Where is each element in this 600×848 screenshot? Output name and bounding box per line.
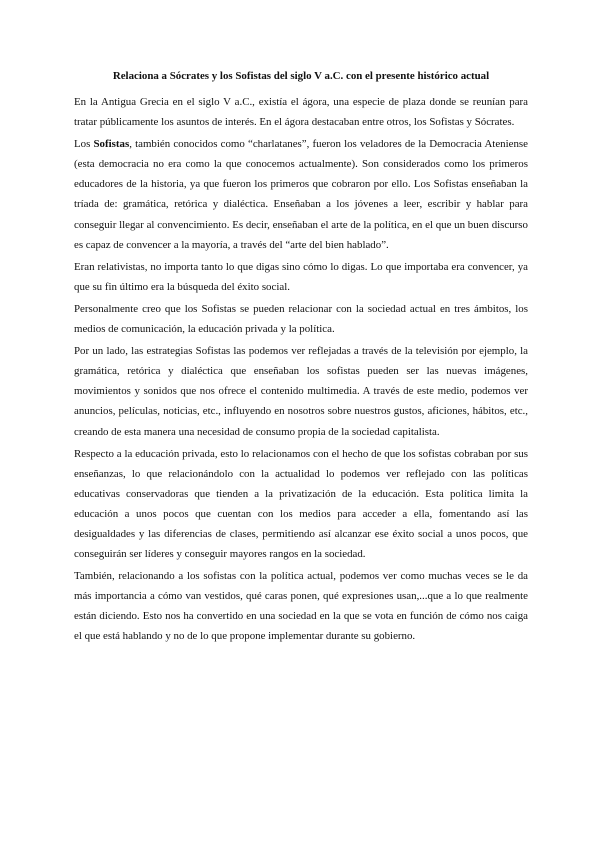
paragraph-text: También, relacionando a los sofistas con la política actual, podemos ver como muchas veces se le da más importancia a cómo van vestidos, qué caras ponen, qué expresiones usan,...que a lo que realmente están diciendo. Esto nos ha convertido en una sociedad en la que se vota en función de cómo nos caiga el que está hablando y no de lo que propone implementar durante su gobierno.: [74, 570, 528, 643]
paragraph-opinion: [74, 299, 528, 339]
paragraph-media: [74, 341, 528, 441]
bold-term-sofistas: Sofistas: [93, 138, 130, 151]
paragraph-sofistas: [74, 134, 528, 255]
paragraph-text: En la Antigua Grecia en el siglo V a.C., existía el ágora, una especie de plaza donde se reunían para tratar públicamente los asuntos de interés. En el ágora destacaban entre otros, los Sofistas y Sócrates.: [74, 96, 528, 129]
paragraph-politics: [74, 566, 528, 646]
paragraph-text: Personalmente creo que los Sofistas se pueden relacionar con la sociedad actual en tres ámbitos, los medios de comunicación, la educación privada y la política.: [74, 302, 528, 336]
paragraph-lead: Los: [74, 138, 94, 151]
paragraph-education: [74, 444, 528, 565]
paragraph-text: , también conocidos como “charlatanes”, fueron los veladores de la Democracia Ateniense (esta democracia no era como la que conocemos actualmente). Son considerados como los primeros educadores de la historia, ya que fueron los primeros que cobraron por ello. Los Sofistas enseñaban la tríada de: gramática, retórica y dialéctica. Enseñaban a los jóvenes a leer, escribir y hablar para conseguir llegar al convencimiento. Es decir, enseñaban el arte de la política, en el que un buen discurso es capaz de convencer a la mayoría, a través del “arte del bien hablado”.: [74, 138, 528, 251]
paragraph-text: Por un lado, las estrategias Sofistas las podemos ver reflejadas a través de la televisión por ejemplo, la gramática, retórica y dialéctica que enseñaban los sofistas pueden ser las nuevas imágenes, movimientos y sonidos que nos ofrece el contenido multimedia. A través de este medio, podemos ver anuncios, películas, noticias, etc., influyendo en nosotros sobre nuestros gustos, aficiones, hábitos, etc., creando de esta manera una necesidad de consumo propia de la sociedad capitalista.: [74, 345, 528, 438]
document-page: [74, 66, 528, 649]
paragraph-relativistas: [74, 257, 528, 297]
paragraph-intro: [74, 92, 528, 132]
paragraph-text: Respecto a la educación privada, esto lo relacionamos con el hecho de que los sofistas cobraban por sus enseñanzas, lo que relacionándolo con la actualidad lo podemos ver reflejado con las políticas educativas conservadoras que tienden a la privatización de la educación. Esta política limita la educación a unos pocos que cuentan con los medios para acceder a ella, fomentando así las desigualdades y las diferencias de clases, permitiendo así alcanzar ese éxito social a unos pocos, que conseguirán ser líderes y conseguir mayores rangos en la sociedad.: [74, 447, 528, 561]
paragraph-text: Eran relativistas, no importa tanto lo que digas sino cómo lo digas. Lo que importaba era convencer, ya que su fin último era la búsqueda del éxito social.: [74, 260, 528, 293]
document-title: Relaciona a Sócrates y los Sofistas del siglo V a.C. con el presente histórico actual: [112, 70, 490, 82]
